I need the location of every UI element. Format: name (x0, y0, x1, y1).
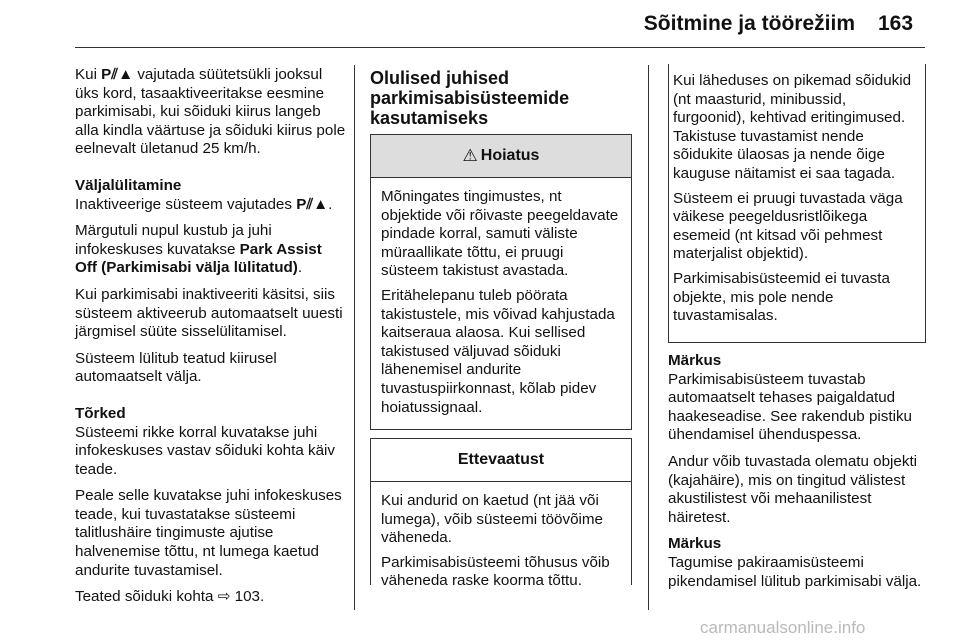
column-divider-right (648, 65, 649, 610)
warning-paragraph: Mõningates tingimustes, nt objektide või rõivaste peegeldavate pindade korral, samuti väliste müraallikate tõttu, ei pruugi süsteem takistust avastada. (381, 188, 619, 280)
column-divider-left (354, 65, 355, 610)
warning-paragraph: Kui läheduses on pikemad sõidukid (nt maasturid, minibussid, furgoonid), kehtivad eritingimused. Takistuse tuvastamist nende sõidukite ülaosas ja nende õige kauguse näitamist ei saa tagada. (673, 72, 912, 182)
warning-triangle-icon: ⚠ (462, 145, 478, 165)
paragraph-fault-message: Süsteemi rikke korral kuvatakse juhi infokeskuses vastav sõiduki kohta käiv teade. (75, 423, 336, 478)
warning-header (371, 135, 631, 178)
caution-box (370, 438, 632, 590)
warning-paragraph: Parkimisabisüsteemid ei tuvasta objekte, mis pole nende tuvastamisalas. (673, 269, 890, 325)
warning-paragraph: Süsteem ei pruugi tuvastada väga väikese peegeldusristlõikega esemeid (nt kitsad või pehmest materjalist objektid). (673, 189, 903, 263)
column-right-notes (668, 352, 926, 599)
column-left (75, 66, 347, 615)
warning-box-continued (668, 64, 926, 343)
park-assist-button-icon: P⫽▲ (101, 66, 134, 83)
caution-body (371, 482, 631, 605)
warning-label: Hoiatus (480, 146, 540, 164)
paragraph-deactivate: Inaktiveerige süsteem vajutades P⫽▲. (75, 195, 333, 213)
note-paragraph: Parkimisabisüsteem tuvastab automaatselt tehases paigaldatud haakeseadise. See rakendub pistiku ühendamisel ühenduspessa. (668, 370, 913, 444)
note-heading: Märkus (668, 352, 722, 369)
note-paragraph: Tagumise pakiraamisüsteemi pikendamisel lülitub parkimisabi välja. (668, 553, 922, 590)
watermark: carmanualsonline.info (700, 618, 866, 637)
heading-deactivation: Väljalülitamine (75, 176, 182, 194)
caution-paragraph: Kui andurid on kaetud (nt jää või lumega), võib süsteemi töövõime väheneda. (381, 492, 604, 547)
warning-body (371, 178, 631, 431)
paragraph-activation: Kui P⫽▲ vajutada süütetsükli jooksul üks kord, tasaaktiveeritakse eesmine parkimisabi, kui sõiduki kiirus langeb alla kindla väärtuse ja sõiduki kiirus pole eelnevalt ületanud 25 km/h. (75, 66, 346, 158)
warning-box (370, 134, 632, 430)
heading-faults: Tõrked (75, 404, 126, 422)
park-assist-button-icon: P⫽▲ (296, 195, 329, 213)
page-reference-arrow-icon: ⇨ (217, 588, 231, 606)
paragraph-speed-off: Süsteem lülitub teatud kiirusel automaatselt välja. (75, 349, 277, 386)
paragraph-fault-conditions: Peale selle kuvatakse juhi infokeskuses teade, kui tuvastatakse süsteemi talitlushäire tingimuste ajutise halvenemise tõttu, nt lumega kaetud andurite tuvastamisel. (75, 487, 342, 579)
page-title: Sõitmine ja töörežiim (643, 12, 855, 35)
caution-paragraph: Parkimisabisüsteemi tõhusus võib väheneda raske koorma tõttu. (381, 553, 610, 590)
section-title: Olulised juhised parkimisabisüsteemide kasutamiseks (370, 68, 570, 128)
paragraph-reactivate: Kui parkimisabi inaktiveeriti käsitsi, siis süsteem aktiveerub automaatselt uuesti järgmisel süüte sisselülitamisel. (75, 285, 343, 341)
paragraph-vehicle-messages: Teated sõiduki kohta ⇨ 103. (75, 588, 265, 606)
note-paragraph: Andur võib tuvastada olematu objekti (kajahäire), mis on tingitud välistest akustilistest või mehaanilistest häiretest. (668, 452, 918, 526)
paragraph-indicator: Märgutuli nupul kustub ja juhi infokeskuses kuvatakse Park Assist Off (Parkimisabi välja lülitatud). (75, 222, 322, 277)
caution-header (371, 439, 631, 482)
page-number: 163 (878, 12, 914, 35)
caution-label: Ettevaatust (457, 450, 545, 468)
header-rule (75, 47, 925, 48)
warning-paragraph: Eritähelepanu tuleb pöörata takistustele, mis võivad kahjustada kaitseraua alaosa. Kui sellised takistused väljuvad sõiduki lähenemisel andurite tuvastuspiirkonnast, kõlab pidev hoiatussignaal. (381, 286, 615, 416)
note-heading: Märkus (668, 535, 722, 553)
